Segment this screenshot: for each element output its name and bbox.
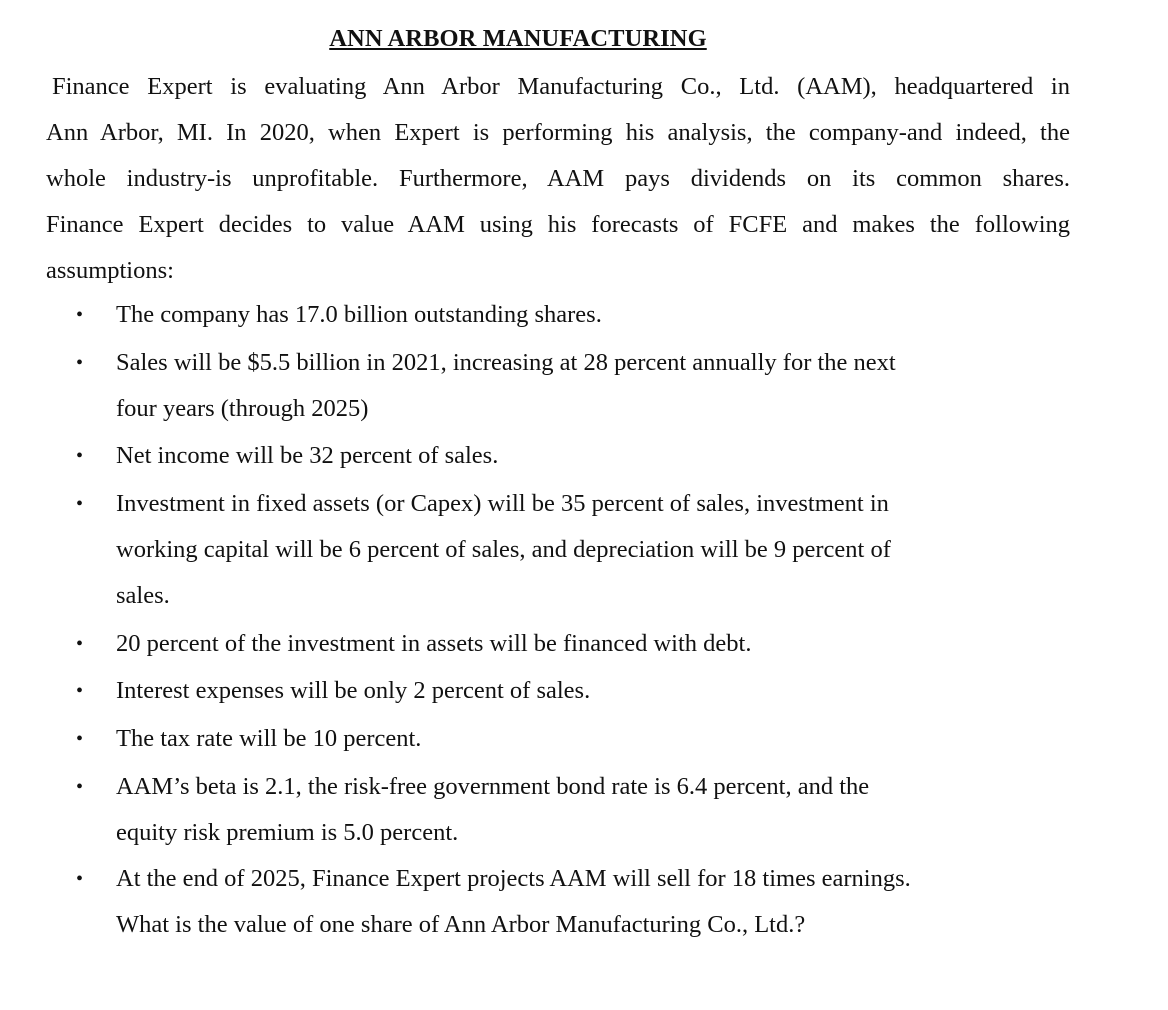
- intro-line: Finance Expert is evaluating Ann Arbor Manufacturing Co., Ltd. (AAM), headquartered in: [52, 73, 1070, 100]
- assumption-line: The tax rate will be 10 percent.: [116, 725, 422, 752]
- bullet-icon: •: [76, 868, 84, 890]
- list-item: [76, 433, 996, 479]
- bullet-icon: •: [76, 776, 84, 798]
- list-item: [76, 856, 996, 902]
- assumption-line: equity risk premium is 5.0 percent.: [116, 819, 459, 846]
- assumption-line: Net income will be 32 percent of sales.: [116, 442, 499, 469]
- assumption-line: Investment in fixed assets (or Capex) will be 35 percent of sales, investment in: [116, 490, 889, 517]
- question-text: What is the value of one share of Ann Arbor Manufacturing Co., Ltd.?: [116, 911, 806, 938]
- document-title: ANN ARBOR MANUFACTURING: [329, 25, 707, 52]
- bullet-icon: •: [76, 445, 84, 467]
- assumption-line: working capital will be 6 percent of sales, and depreciation will be 9 percent of: [116, 536, 891, 563]
- assumption-line: Sales will be $5.5 billion in 2021, increasing at 28 percent annually for the next: [116, 349, 896, 376]
- bullet-icon: •: [76, 352, 84, 374]
- assumption-line: four years (through 2025): [116, 395, 369, 422]
- assumption-line: The company has 17.0 billion outstanding shares.: [116, 301, 602, 328]
- intro-line: whole industry-is unprofitable. Furthermore, AAM pays dividends on its common shares.: [46, 165, 1070, 192]
- assumption-line: sales.: [116, 582, 170, 609]
- bullet-icon: •: [76, 633, 84, 655]
- list-item: [76, 668, 996, 714]
- list-item: [76, 764, 996, 856]
- bullet-icon: •: [76, 728, 84, 750]
- list-item: [76, 340, 996, 432]
- intro-line: assumptions:: [46, 257, 174, 284]
- assumption-line: At the end of 2025, Finance Expert projects AAM will sell for 18 times earnings.: [116, 865, 911, 892]
- bullet-icon: •: [76, 680, 84, 702]
- assumption-line: 20 percent of the investment in assets will be financed with debt.: [116, 630, 752, 657]
- bullet-icon: •: [76, 304, 84, 326]
- list-item: [76, 716, 996, 762]
- list-item: [76, 481, 996, 619]
- intro-paragraph: [46, 64, 1070, 294]
- bullet-icon: •: [76, 493, 84, 515]
- assumption-line: Interest expenses will be only 2 percent of sales.: [116, 677, 591, 704]
- assumption-line: AAM’s beta is 2.1, the risk-free government bond rate is 6.4 percent, and the: [116, 773, 870, 800]
- intro-line: Finance Expert decides to value AAM using his forecasts of FCFE and makes the following: [46, 211, 1070, 238]
- list-item: [76, 621, 996, 667]
- intro-line: Ann Arbor, MI. In 2020, when Expert is performing his analysis, the company-and indeed, the: [46, 119, 1070, 146]
- list-item: [76, 292, 996, 338]
